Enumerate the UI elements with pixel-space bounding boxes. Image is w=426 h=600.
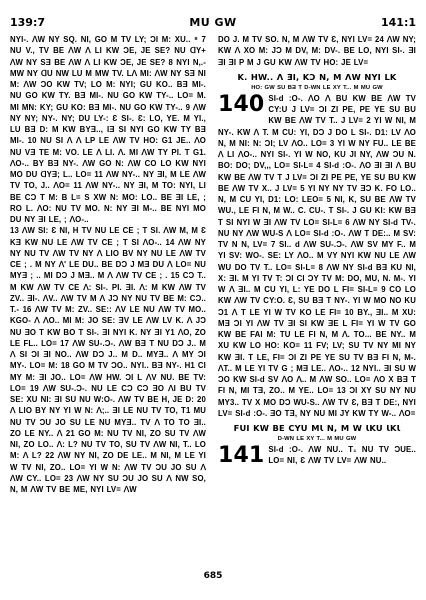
section-140-number: 140 xyxy=(218,91,265,117)
header-book-title: MU GW xyxy=(189,16,237,29)
left-text-column xyxy=(10,34,206,564)
section-140-heading: K. HW.. ᐱ ƎI, KƆ N, M ᐱW NYI LK xyxy=(237,71,397,82)
section-141-number: 141 xyxy=(218,443,265,468)
right-paragraph-1: DO J. M TV SO. N, M ᐱW TV Ɛ, NYI LV= 24 ᐱW NY; KW ᐱ XO M: JƆ M DV, M: DV-. BE LO, NYI SI-. ƎI ƎI ƎI P M J GU KW ᐱW TV HO: JE LV= xyxy=(218,35,416,67)
left-paragraph-1: NYI-. ᐱW NY SQ. NI, GO M TV LY; ƆI M: XU.. ⁸ 7 NU V., TV BE ᐱW ᐱ LI KW ƆE, JE SE? NU ᗡY+ ᐱW NY SƎ BE ᐱW ᐱ LI KW ƆE, JE SE? 8 NYI N,.- MW NY ᗡU NW LU M MW TV. Lᐱ MI: ᐱW NY SƎ NI M: ᐱW ƆO KW TV; LO M: NYI; GU KO.. BƎ MI-. NU GO KW TY. BƎ MI-. NU GO KW TY-.. LO= M. MI MN: KY; GU KO: BƎ MI-. NU GO KW TY-.. 9 ᐱW NY NY; NY-. NY; DU LY-: Ɛ SI-. Ɛ: LO, YE. M YI., LU BƎ D: M KW BYƎ.., ΙƎ SI NYI GO KW TY BƎ MI-. 10 NU SI ᐱ ᐱ LP LE ᐱW TV HO: G1 JE.. ᐱO NU VƎ TE M: VO. LE ᐱ LI. ᐱ. MI ᐱW TY PI. T G1. ᐱO-.. BY BƎ NY-. ᐱW GO N: ᐱW CO LO KW NYI MO DU ᗡYƎ; L.. LO= 11 ᐱW NY-.. NY ƎI, M LE ᐱW TV TO, J.. ᐱO= 11 ᐱW NY-.. NY ƎI, M TO: NYI, LI BE CƆ T M: B L= S XW N: MO: LO.. BE ƎI LE, ; RO L. ᐱO: NU TV MO. N: NY ƎI M-.. BE NYI MO DU NY ƎI LE, ; ᐱO-.. xyxy=(10,35,206,224)
left-paragraph-2: 13 ᐱW SI: Ɛ NI, H TV NU LE CE ; T SI. ᐱW M, M Ɛ KƎ KW NU LE ᐱW TV CE ; T SI ᐱO-.. 14 ᐱW NY NY NU TV ᐱW TV NY ᐱ LIO BV NY NU LE ᐱW TV CE ; . M NY ᐱ' LE DU.. BE DƆ J MƎ DU ᐱ LO= NU MYƎ ; .. MI DƆ J MƎ.. M ᐱ ᐱW TV CE ; . 15 CƆ T.. M KW ᐱW TV CE ᐱ: SI-. PI. ƎI. ᐱ: M KW ᐱW TV ZV.. ƎI-. ᐱV.. ᐱW TV M ᐱ JƆ NY NU TV BE M: CƆ.. T.- 16 ᐱW TV M: ZV.. SE:: ᐱV LE NU ᐱW TV MO.. KGO- ᐱ ᐱO.. MI M: JO SE: ƎV LE ᐱW LV K. ᐱ JƆ NU ƎO T KW BO T SI-. ƎI NYI K. NY ƎI Y1 ᐱO, ZO LE FL.. LO= 17 ᐱW SU-.Ɔ-. ᐱW BƎ T NU DƆ J.. M ᐱ SI ƆI ƎI NO.. ᐱW DƆ J.. M D.. MYƎ.. ᐱ MY ƆI MY-. LO= M: 18 GO M TV ƆO.. NYI.. BƎ NY-. H1 CI MY M: ƎI JO.. LO= ᐱW HW. ƆI L ᐱV NU. BE TV: LO= 19 ᐱW SU-.Ɔ-. NU LE CƆ CƆ ƎO ᐱI BU TV SE: XU NI: ƎI SU NU W:O-. ᐱW TV BE H, JE D: 20 ᐱ LIO BY NY YI W N: ᐱ;.. ƎI LE NU TV TO, T1 MU NU TV ƆU JO SU LE NU MYƎ.. TV ᐱ TO TO ƎI.. ZO LE NY.. ᐱ 21 GO M: NU TV NI, ZO SU TV ᐱW NI, ZO LO.. ᐱ: L? NU TV TO, SU TV ᐱW NI, T.. LO M: ᐱ L? 22 ᐱW NY NI, ZO DE LE.. M NI, M LE YI W TV NI, ZO.. LO= YI W N: ᐱW TV ƆU JO SU ᐱ ᐱW CY.. LO= 23 ᐱW NY SU ƆU JO SU ᐱ NW SO, N, M ᐱW TV BE ME, NYI LV= ᐱW xyxy=(10,226,206,494)
right-text-column xyxy=(218,34,416,564)
right-paragraph-3: SI-d :O-. ᐱW NU.. T₁ NU TV ƆUE.. LO= NI, Ɛ ᐱW TV LV= ᐱW NU.. xyxy=(268,445,416,466)
page-number: 685 xyxy=(203,571,223,581)
header-right-reference: 141:1 xyxy=(380,16,416,29)
right-paragraph-2: SI-d :O-. ᐱO ᐱ BU KW BE ᐱW TV CY:U J LV= ƆI ZI PE, PE YE SU BU KW BE ᐱW TV T.. J LV= 2 YI W NI, M NY-. KW ᐱ T. M CU: YI, DƆ J DO L SI-. D1: LV ᐱO N, M NI: N: ƆI; LV ᐱO.. LO= 3 YI W NY FU.. LE BE ᐱ LI ᐱO-.. NYI SI-. YI W NO, KU JI NY, ᐱW ƆU N. BO: DO; DV,,, LO= SI-L= 4 SI-d :O-. ᐱO ƎI ƎI ᐱ BU KW BE ᐱW TV T J LV= ƆI ZI PE PE, YE SU BU KW BE ᐱW TV X.. J LV= 5 YI NY NY TV ƎƆ K. FO LO.. N, M CU YI, D1: LO: LEO= 5 NI, K, SU BE ᐱW TV WU., LE FI N, M W.. C. CU-. T SI-. J GU KI: KW BƎ T SI NYI W ƎI ᐱW TV LO= SI-L= 6 ᐱW NY SI-d TV-. NU NY ᐱW WU-S ᐱ LO= SI-d :O-. ᐱW T DE:.. M SV: TV N N, LV= 7 SI.. d ᐱW SU-.Ɔ-. ᐱW SV MY F.. M YI SV: WO-. SE: LY ᐱO.. M VY NYI KW NU LE ᐱW WU DO TV T.. LO= SI-L= 8 ᐱW NY SI-d BƎ KU NI, X: ƎI. M YI TV T: ƆI CI ƆY TV M: DO, MU, N. M-. YI W ᐱ ƎI.. M CU YI, L: YE DO L FI= SI-L= 9 CO LO KW ᐱW TV CY:O. Ɛ, SU BƎ T NY-. YI W MO NO KU Ɔ1 ᐱ T LE YI W TV KO LE FI= 10 BY., ƎI.. M XU: MƎ ƆI YI ᐱW TV ƎI SI KW ƎE L FI= YI W TV GO KW BE FAI M: TU LE FI N, M ᐱ. TO... BE NY.. M XU KW LO HO: KO= 11 FV; LV; SU TV NY MI NY KW ƎI. T LE, FI= ƆI ZI PE YE SU TV BƎ FI N, M-. ᐱT.. M LE YI TV G ; MƎ LE.. ᐱO-.. 12 NYI.. ƎI SU W ƆO KW SI-d SV ᐱO ᐱ.. M ᐱW SO.. LO= ᐱO X BƎ T FI N, MI TƎ, ZO.. M YE.. LO= 13 ƆI XY SU NY NU MY3.. TV X MO DƆ WU-S.. ᐱW TV Ɛ, BƎ T DE:, NYI LV= SI-d :O-. ƎO TƎ, NY NU MI JY KW TY W-.. ᐱO= xyxy=(218,93,416,418)
section-140-subheading: HO: GW SU BƎ T D-WN LE XY T... M MU GW xyxy=(251,84,383,91)
header-left-reference: 139:7 xyxy=(10,16,46,29)
section-141-subheading: D-WN LE XY T... M MU GW xyxy=(277,436,357,442)
running-header xyxy=(10,16,416,32)
section-141-heading: FUI KW BE CYU MƖ N, M W ƖKU ƖKƖ xyxy=(233,423,401,433)
